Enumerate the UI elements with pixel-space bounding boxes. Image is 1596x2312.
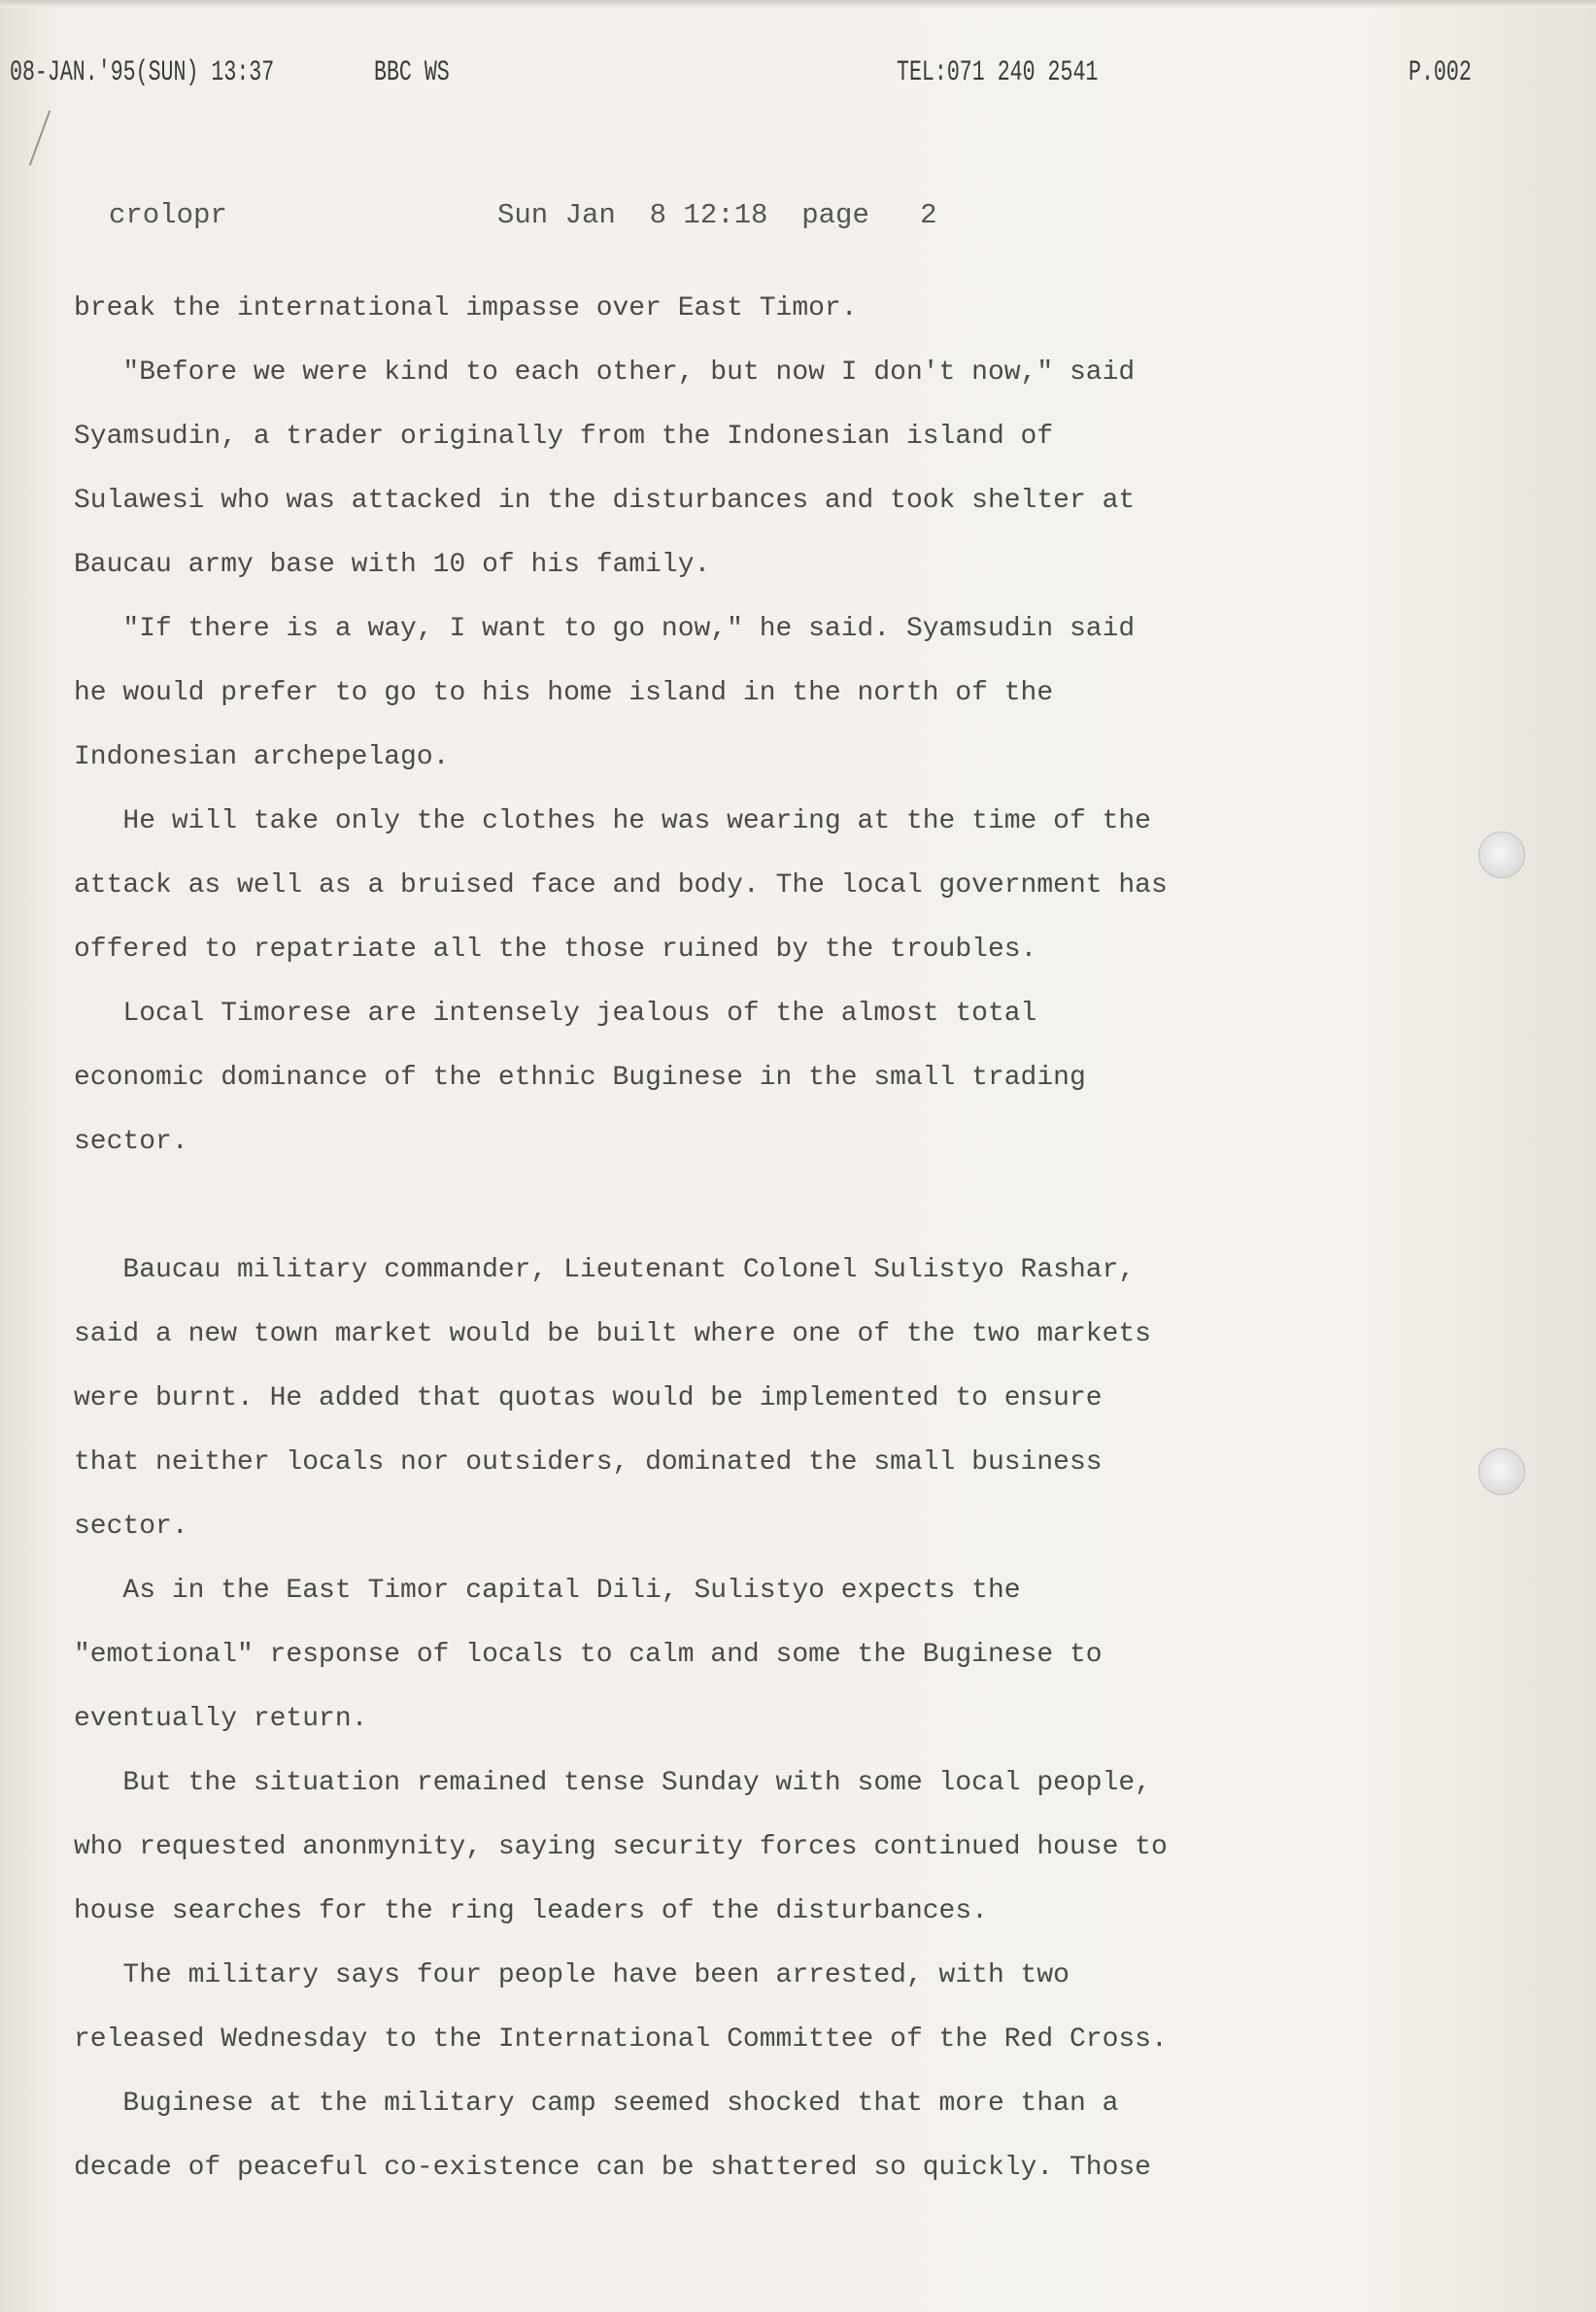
fax-page-number: P.002 [1409, 56, 1472, 89]
fax-station: BBC WS [374, 56, 450, 89]
article-line: "Before we were kind to each other, but now I don't now," said [74, 357, 1136, 388]
article-line: house searches for the ring leaders of the disturbances. [74, 1896, 988, 1926]
article-line: Syamsudin, a trader originally from the Indonesian island of [74, 422, 1054, 452]
article-line: eventually return. [74, 1704, 368, 1734]
story-slug: crolopr [109, 199, 227, 231]
article-line: "emotional" response of locals to calm and some the Buginese to [74, 1640, 1103, 1670]
punch-hole [1478, 1448, 1525, 1495]
document-header [0, 199, 1596, 238]
fax-telephone: TEL:071 240 2541 [897, 56, 1099, 89]
article-line: attack as well as a bruised face and body. The local government has [74, 870, 1168, 901]
fax-datetime: 08-JAN.'95(SUN) 13:37 [10, 56, 275, 89]
article-line: "If there is a way, I want to go now," he said. Syamsudin said [74, 614, 1136, 644]
article-line: Local Timorese are intensely jealous of the almost total [74, 999, 1037, 1029]
document-date-page: Sun Jan 8 12:18 page 2 [497, 199, 937, 231]
article-line: released Wednesday to the International Committee of the Red Cross. [74, 2024, 1168, 2055]
punch-hole [1478, 832, 1525, 878]
article-line: As in the East Timor capital Dili, Sulistyo expects the [74, 1576, 1021, 1606]
article-line: said a new town market would be built where one of the two markets [74, 1319, 1151, 1349]
pen-mark [29, 110, 51, 165]
article-line: break the international impasse over East Timor. [74, 293, 858, 323]
article-line: who requested anonmynity, saying security forces continued house to [74, 1832, 1168, 1862]
article-line: offered to repatriate all the those ruined by the troubles. [74, 935, 1037, 965]
article-line: But the situation remained tense Sunday with some local people, [74, 1768, 1151, 1798]
article-line: Baucau army base with 10 of his family. [74, 550, 711, 580]
article-line: Baucau military commander, Lieutenant Colonel Sulistyo Rashar, [74, 1255, 1136, 1285]
article-line: Sulawesi who was attacked in the disturbances and took shelter at [74, 486, 1136, 516]
fax-transmission-header [0, 56, 1596, 95]
article-line: decade of peaceful co-existence can be shattered so quickly. Those [74, 2153, 1151, 2183]
article-line: were burnt. He added that quotas would be implemented to ensure [74, 1383, 1103, 1413]
article-line: sector. [74, 1512, 188, 1542]
page-top-edge [0, 0, 1596, 8]
article-line: sector. [74, 1127, 188, 1157]
article-line: He will take only the clothes he was wearing at the time of the [74, 806, 1151, 836]
article-line: he would prefer to go to his home island in the north of the [74, 678, 1054, 708]
article-line: Buginese at the military camp seemed shocked that more than a [74, 2089, 1119, 2119]
article-line: that neither locals nor outsiders, dominated the small business [74, 1447, 1103, 1478]
article-line: The military says four people have been arrested, with two [74, 1960, 1070, 1990]
article-line: economic dominance of the ethnic Buginese in the small trading [74, 1063, 1086, 1093]
article-line: Indonesian archepelago. [74, 742, 450, 772]
